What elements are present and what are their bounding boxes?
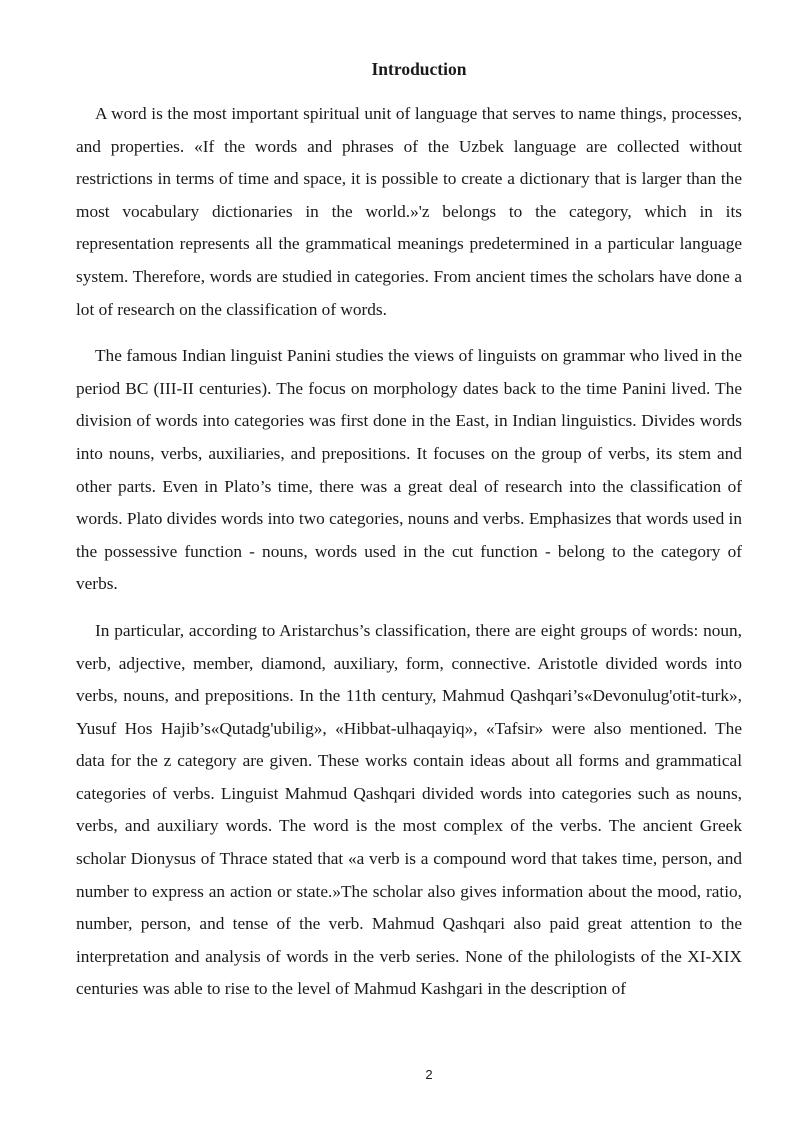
paragraph-2: The famous Indian linguist Panini studies the views of linguists on grammar who lived in the period BC (III-II centuries). The focus on morphology dates back to the time Panini lived. The division of words into categories was first done in the East, in Indian linguistics. Divides words into nouns, verbs, auxiliaries, and prepositions. It focuses on the group of verbs, its stem and other parts. Even in Plato’s time, there was a great deal of research into the classification of words. Plato divides words into two categories, nouns and verbs. Emphasizes that words used in the possessive function - nouns, words used in the cut function - belong to the category of verbs.	[76, 346, 742, 594]
section-title: Introduction	[371, 59, 467, 79]
paragraph-1: A word is the most important spiritual unit of language that serves to name things, processes, and properties. «If the words and phrases of the Uzbek language are collected without restrictions in terms of time and space, it is possible to create a dictionary that is larger than the most vocabulary dictionaries in the world.»'z belongs to the category, which in its representation represents all the grammatical meanings predetermined in a particular language system. Therefore, words are studied in categories. From ancient times the scholars have done a lot of research on the classification of words.	[76, 104, 742, 319]
body-text	[76, 98, 742, 1020]
paragraph-3: In particular, according to Aristarchus’s classification, there are eight groups of words: noun, verb, adjective, member, diamond, auxiliary, form, connective. Aristotle divided words into verbs, nouns, and prepositions. In the 11th century, Mahmud Qashqari’s«Devonulug'otit-turk», Yusuf Hos Hajib’s«Qutadg'ubilig», «Hibbat-ulhaqayiq», «Tafsir» were also mentioned. The data for the z category are given. These works contain ideas about all forms and grammatical categories of verbs. Linguist Mahmud Qashqari divided words into categories such as nouns, verbs, and auxiliary words. The word is the most complex of the verbs. The ancient Greek scholar Dionysus of Thrace stated that «a verb is a compound word that takes time, person, and number to express an action or state.»The scholar also gives information about the mood, ratio, number, person, and tense of the verb. Mahmud Qashqari also paid great attention to the interpretation and analysis of words in the verb series. None of the philologists of the XI-XIX centuries was able to rise to the level of Mahmud Kashgari in the description of	[76, 620, 742, 999]
page-number: 2	[425, 1067, 433, 1082]
